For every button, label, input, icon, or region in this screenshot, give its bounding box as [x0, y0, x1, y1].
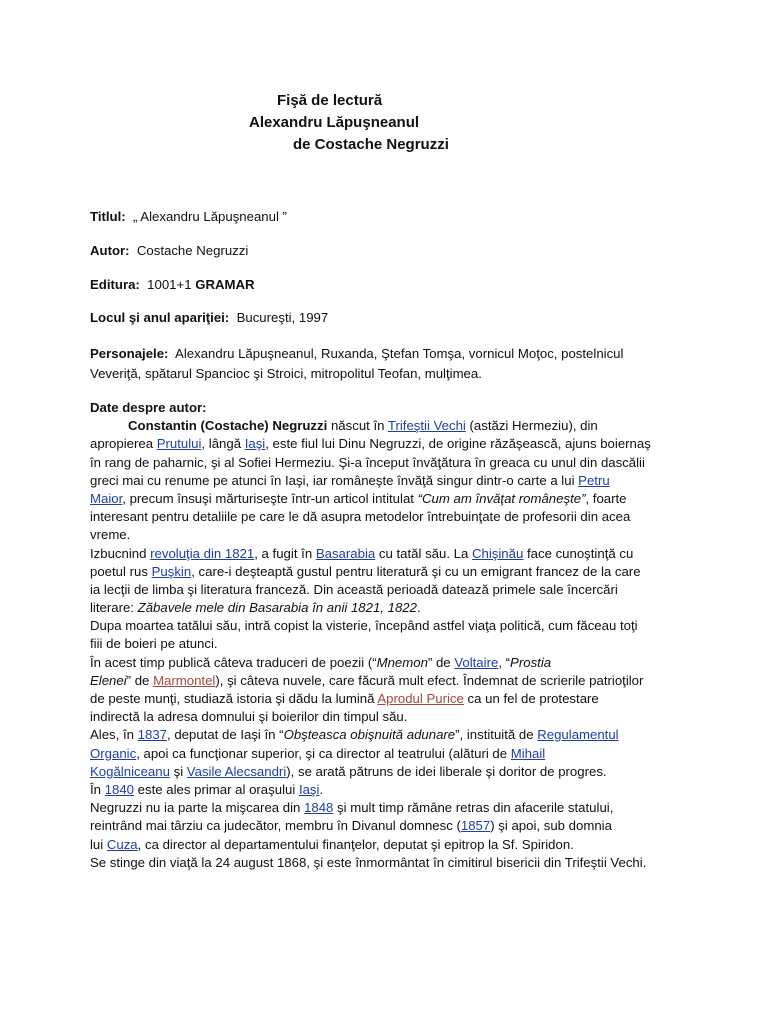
text: născut în [327, 418, 388, 434]
field-value: Bucureşti, 1997 [236, 310, 329, 325]
field-autor [90, 243, 248, 258]
text: de peste munţi, studiază istoria şi dădu la lumină [90, 691, 378, 706]
work-title: Mnemon [376, 654, 428, 670]
text: ), şi câteva nuvele, care făcură mult efect. Îndemnat de scrierile patrioţilor [215, 672, 644, 688]
link-regulamentul-organic[interactable]: Regulamentul [537, 727, 619, 743]
link-iasi[interactable]: Iaşi [244, 436, 266, 452]
text: vreme. [90, 527, 131, 543]
text: , foarte [585, 490, 627, 506]
text: interesant pentru detaliile pe care le dă asupra metodelor întrebuinţate de profesorii din acea [90, 509, 631, 525]
text: reintrând mai târziu ca judecător, membru în Divanul domnesc ( [90, 818, 461, 834]
link-trifestii-vechi[interactable]: Trifeştii Vechi [387, 418, 466, 434]
text: , “ [498, 654, 511, 670]
text: . [416, 600, 421, 616]
book-title: Alexandru Lăpuşneanul [249, 114, 420, 131]
text: apropierea [90, 436, 157, 452]
text: ”, instituită de [455, 727, 538, 743]
text: Ales, în [90, 727, 138, 743]
text: ia lecţii de limba şi literatura franceză. Din această perioadă datează primele sale încercări [90, 581, 618, 597]
text: În [90, 781, 105, 797]
link-puskin[interactable]: Puşkin [151, 563, 192, 579]
text: Izbucnind [90, 545, 151, 561]
field-locul [90, 310, 328, 325]
author-name: Constantin (Costache) Negruzzi [128, 418, 328, 434]
author-bio [90, 399, 690, 872]
text: , care-i deşteaptă gustul pentru literatură şi cu un emigrant francez de la care [191, 563, 641, 579]
field-label: Autor: [90, 243, 130, 258]
link-chisinau[interactable]: Chişinău [472, 545, 524, 561]
text: În acest timp publică câteva traduceri de poezii (“ [90, 654, 377, 670]
text: , ca director al departamentului finanţelor, deputat şi epitrop la Sf. Spiridon. [137, 836, 574, 852]
link-regulamentul-organic[interactable]: Organic [90, 745, 137, 761]
book-author: de Costache Negruzzi [293, 136, 449, 153]
field-label: Personajele: [90, 346, 169, 361]
text: , a fugit în [254, 545, 316, 561]
field-label: Titlul: [90, 209, 126, 224]
text: poetul rus [90, 563, 152, 579]
text: cu tatăl său. La [375, 545, 472, 561]
work-title: Zăbavele mele din Basarabia în anii 1821, 1822 [137, 600, 417, 616]
text: , precum însuşi mărturiseşte într-un articol intitulat [122, 490, 418, 506]
field-personaje [90, 344, 690, 384]
text: indirectă la adresa domnului şi boierilor din timpul său. [90, 709, 408, 725]
field-value: „ Alexandru Lăpuşneanul ” [132, 209, 287, 224]
field-value: Costache Negruzzi [136, 243, 249, 258]
text: , este fiul lui Dinu Negruzzi, de origine răzăşească, ajuns boiernaş [265, 436, 651, 452]
text: (astăzi Hermeziu), din [465, 418, 598, 434]
work-title: Elenei [90, 672, 127, 688]
link-petru-maior[interactable]: Maior [90, 490, 123, 506]
text: , apoi ca funcţionar superior, şi ca director al teatrului (alături de [136, 745, 511, 761]
field-label: Editura: [90, 277, 140, 292]
institution-name: Obşteasca obişnuită adunare [283, 727, 456, 743]
link-1848[interactable]: 1848 [304, 800, 334, 816]
link-iasi[interactable]: Iaşi [298, 781, 320, 797]
text: fiii de boieri pe atunci. [90, 636, 218, 652]
link-revolutia-1821[interactable]: revoluţia din 1821 [150, 545, 255, 561]
text: ” de [126, 672, 154, 688]
text: face cunoştinţă cu [523, 545, 634, 561]
article-title: “Cum am învăţat româneşte” [417, 490, 586, 506]
text: Dupa moartea tatălui său, intră copist la visterie, începând astfel viaţa politică, cum făceau toţi [90, 618, 638, 634]
link-marmontel[interactable]: Marmontel [153, 672, 216, 688]
link-voltaire[interactable]: Voltaire [454, 654, 499, 670]
text: ca un fel de protestare [463, 691, 599, 706]
text: , lângă [201, 436, 245, 452]
text: Se stinge din viaţă la 24 august 1868, şi este înmormântat în cimitirul bisericii din Trifeştii Vechi. [90, 854, 647, 870]
text: ” de [427, 654, 455, 670]
field-value: Veveriţă, spătarul Spancioc şi Stroici, mitropolitul Teofan, mulţimea. [90, 366, 482, 381]
link-1837[interactable]: 1837 [137, 727, 167, 743]
link-mihail-kogalniceanu[interactable]: Kogălniceanu [90, 763, 170, 779]
text: şi [169, 763, 187, 779]
link-basarabia[interactable]: Basarabia [315, 545, 376, 561]
document-title: Fişă de lectură [277, 92, 383, 109]
link-1840[interactable]: 1840 [104, 781, 135, 797]
text: şi mult timp rămâne retras din afacerile statului, [333, 800, 614, 816]
link-vasile-alecsandri[interactable]: Vasile Alecsandri [186, 763, 287, 779]
field-value: Alexandru Lăpuşneanul, Ruxanda, Ştefan Tomşa, vornicul Moţoc, postelnicul [175, 346, 624, 361]
link-cuza[interactable]: Cuza [106, 836, 138, 852]
work-title: Prostia [510, 654, 552, 670]
link-1857[interactable]: 1857 [460, 818, 491, 834]
text: greci mai cu renume pe atunci în Iaşi, iar româneşte învăţă singur dintr-o carte a lui [90, 472, 579, 488]
field-editura [90, 277, 255, 292]
text: literare: [90, 600, 138, 616]
link-aprodul-purice[interactable]: Aprodul Purice [377, 691, 464, 706]
link-mihail-kogalniceanu[interactable]: Mihail [510, 745, 546, 761]
text: ), se arată pătruns de idei liberale şi doritor de progres. [286, 763, 607, 779]
text: lui [90, 836, 107, 852]
text: . [319, 781, 324, 797]
field-titlu [90, 209, 287, 224]
text: Negruzzi nu ia parte la mişcarea din [90, 800, 305, 816]
text: , deputat de Iaşi în “ [167, 727, 284, 743]
field-value-bold: GRAMAR [195, 277, 255, 292]
text: în rang de paharnic, şi al Sofiei Hermeziu. Şi-a început învăţătura în greaca cu unul din dascălii [90, 454, 645, 470]
link-prutului[interactable]: Prutului [156, 436, 202, 452]
text: ) şi apoi, sub domnia [490, 818, 612, 834]
text: este ales primar al oraşului [134, 781, 299, 797]
field-value: 1001+1 [147, 277, 192, 292]
field-label: Locul şi anul apariţiei: [90, 310, 230, 325]
link-petru-maior[interactable]: Petru [578, 472, 610, 488]
section-heading: Date despre autor: [90, 400, 207, 415]
